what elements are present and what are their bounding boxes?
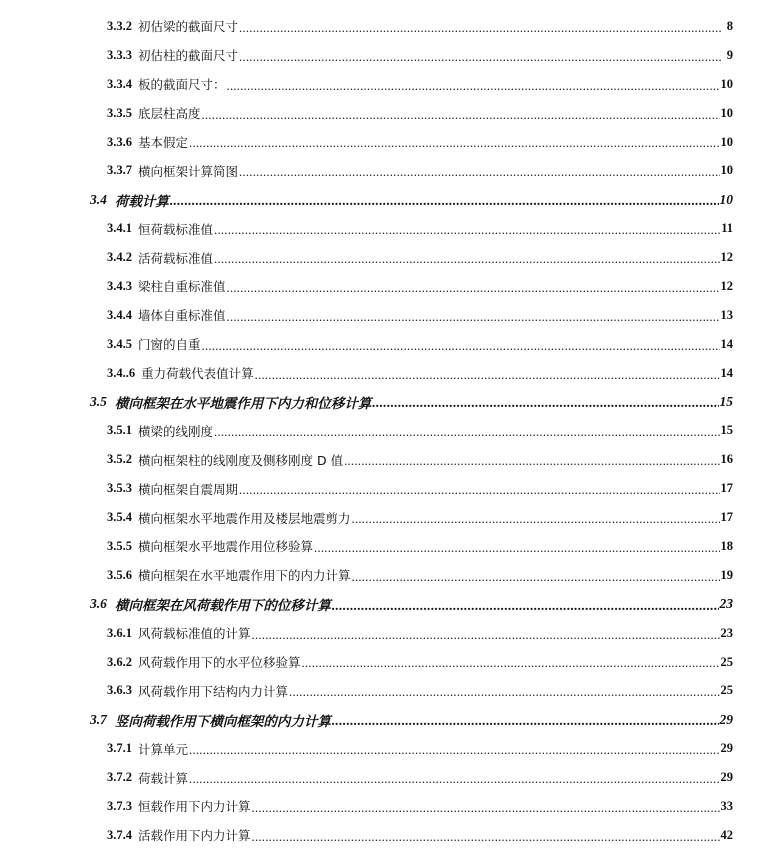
toc-entry-title: 重力荷载代表值计算 bbox=[141, 366, 254, 382]
toc-page-number: 23 bbox=[719, 596, 733, 612]
toc-dot-leader bbox=[239, 167, 719, 185]
toc-page-number: 12 bbox=[720, 278, 733, 293]
toc-entry-number: 3.3.2 bbox=[107, 18, 132, 33]
toc-entry-number: 3.6.3 bbox=[107, 683, 132, 698]
toc-page-number: 10 bbox=[720, 105, 733, 120]
toc-page-number: 15 bbox=[720, 423, 733, 438]
toc-dot-leader bbox=[239, 52, 722, 70]
toc-entry-title: 横向框架在风荷载作用下的位移计算 bbox=[114, 598, 331, 615]
toc-entry-title: 梁柱自重标准值 bbox=[138, 279, 226, 295]
toc-page-number: 33 bbox=[720, 798, 733, 813]
toc-entry-number: 3.4.4 bbox=[107, 307, 132, 322]
toc-entry-title: 活荷载标准值 bbox=[138, 250, 214, 266]
toc-entry-title: 门窗的自重 bbox=[138, 337, 201, 353]
toc-subsection-entry[interactable] bbox=[0, 648, 780, 677]
toc-entry-number: 3.5.3 bbox=[107, 481, 132, 496]
toc-dot-leader bbox=[227, 312, 720, 330]
toc-entry-number: 3.3.3 bbox=[107, 47, 132, 62]
toc-page-number: 17 bbox=[720, 481, 733, 496]
toc-subsection-entry[interactable] bbox=[0, 734, 780, 763]
toc-dot-leader bbox=[189, 745, 719, 763]
toc-subsection-entry[interactable] bbox=[0, 676, 780, 705]
toc-entry-title: 横向框架在水平地震作用下的内力计算 bbox=[138, 568, 351, 584]
toc-entry-title: 板的截面尺寸： bbox=[138, 77, 226, 93]
toc-entry-number: 3.5 bbox=[90, 394, 107, 410]
toc-subsection-entry[interactable] bbox=[0, 330, 780, 359]
toc-entry-title: 墙体自重标准值 bbox=[138, 308, 226, 324]
toc-page-number: 17 bbox=[720, 510, 733, 525]
toc-entry-title: 荷载计算 bbox=[138, 770, 189, 786]
toc-dot-leader bbox=[289, 687, 719, 705]
toc-subsection-entry[interactable] bbox=[0, 156, 780, 185]
toc-dot-leader bbox=[372, 398, 718, 416]
toc-subsection-entry[interactable] bbox=[0, 532, 780, 561]
toc-dot-leader bbox=[214, 225, 720, 243]
toc-entry-number: 3.3.6 bbox=[107, 134, 132, 149]
toc-dot-leader bbox=[227, 283, 720, 301]
toc-dot-leader bbox=[352, 514, 720, 532]
toc-dot-leader bbox=[189, 138, 719, 156]
toc-entry-title: 基本假定 bbox=[138, 135, 189, 150]
toc-entry-title: 横向框架自震周期 bbox=[138, 481, 239, 497]
toc-dot-leader bbox=[302, 658, 720, 676]
toc-entry-title: 底层柱高度 bbox=[138, 106, 201, 122]
toc-entry-title: 竖向荷载作用下横向框架的内力计算 bbox=[114, 713, 331, 730]
toc-page-number: 11 bbox=[721, 221, 733, 236]
toc-entry-number: 3.3.5 bbox=[107, 105, 132, 120]
toc-page-number: 10 bbox=[719, 191, 733, 207]
toc-subsection-entry[interactable] bbox=[0, 70, 780, 99]
toc-dot-leader bbox=[189, 774, 719, 792]
toc-dot-leader bbox=[255, 370, 720, 388]
toc-entry-number: 3.7.4 bbox=[107, 827, 132, 842]
toc-entry-number: 3.6 bbox=[90, 596, 107, 612]
toc-page-number: 16 bbox=[720, 452, 733, 467]
toc-entry-title: 恒载作用下内力计算 bbox=[138, 799, 251, 815]
toc-page-number: 8 bbox=[726, 18, 733, 33]
toc-dot-leader bbox=[252, 832, 720, 850]
toc-entry-number: 3.5.1 bbox=[107, 423, 132, 438]
toc-page-number: 29 bbox=[720, 741, 733, 756]
toc-dot-leader bbox=[202, 110, 720, 128]
toc-dot-leader bbox=[352, 572, 720, 590]
toc-dot-leader bbox=[314, 543, 719, 561]
toc-page-number: 14 bbox=[720, 336, 733, 351]
toc-page-number: 10 bbox=[720, 134, 733, 149]
toc-entry-number: 3.5.2 bbox=[107, 452, 132, 467]
table-of-contents bbox=[0, 12, 780, 850]
toc-dot-leader bbox=[239, 23, 722, 41]
toc-entry-number: 3.6.2 bbox=[107, 654, 132, 669]
toc-entry-number: 3.4..6 bbox=[107, 365, 136, 380]
toc-page-number: 9 bbox=[726, 47, 733, 62]
toc-entry-title: 横向框架柱的线刚度及侧移刚度 D 值 bbox=[138, 452, 344, 468]
toc-section-entry[interactable] bbox=[0, 388, 780, 417]
toc-subsection-entry[interactable] bbox=[0, 243, 780, 272]
toc-subsection-entry[interactable] bbox=[0, 99, 780, 128]
toc-page-number: 29 bbox=[719, 711, 733, 727]
toc-subsection-entry[interactable] bbox=[0, 474, 780, 503]
toc-dot-leader bbox=[170, 196, 719, 214]
toc-entry-number: 3.4 bbox=[90, 191, 107, 207]
toc-entry-number: 3.4.2 bbox=[107, 250, 132, 265]
toc-subsection-entry[interactable] bbox=[0, 128, 780, 157]
toc-dot-leader bbox=[214, 254, 719, 272]
toc-subsection-entry[interactable] bbox=[0, 763, 780, 792]
toc-dot-leader bbox=[332, 601, 719, 619]
toc-page-number: 13 bbox=[720, 307, 733, 322]
toc-section-entry[interactable] bbox=[0, 590, 780, 619]
toc-dot-leader bbox=[344, 456, 719, 474]
toc-entry-title: 横向框架水平地震作用位移验算 bbox=[138, 539, 314, 555]
toc-subsection-entry[interactable] bbox=[0, 503, 780, 532]
toc-entry-number: 3.7.2 bbox=[107, 770, 132, 785]
toc-subsection-entry[interactable] bbox=[0, 12, 780, 41]
toc-entry-number: 3.6.1 bbox=[107, 625, 132, 640]
toc-page-number: 14 bbox=[720, 365, 733, 380]
toc-entry-number: 3.3.4 bbox=[107, 76, 132, 91]
toc-dot-leader bbox=[252, 803, 720, 821]
toc-page-number: 42 bbox=[720, 827, 733, 842]
toc-page-number: 18 bbox=[720, 538, 733, 553]
toc-entry-title: 计算单元 bbox=[138, 741, 189, 757]
toc-page-number: 25 bbox=[720, 654, 733, 669]
toc-subsection-entry[interactable] bbox=[0, 821, 780, 850]
toc-entry-title: 初估柱的截面尺寸 bbox=[138, 48, 239, 64]
toc-page-number: 23 bbox=[720, 625, 733, 640]
toc-entry-title: 初估梁的截面尺寸 bbox=[138, 19, 239, 35]
toc-dot-leader bbox=[202, 341, 720, 359]
toc-subsection-entry[interactable] bbox=[0, 272, 780, 301]
toc-entry-number: 3.4.3 bbox=[107, 278, 132, 293]
toc-entry-number: 3.3.7 bbox=[107, 163, 132, 178]
toc-page-number: 10 bbox=[720, 76, 733, 91]
toc-entry-title: 横向框架计算简图 bbox=[138, 163, 239, 179]
toc-entry-title: 荷载计算 bbox=[114, 193, 169, 210]
toc-entry-number: 3.4.1 bbox=[107, 221, 132, 236]
toc-subsection-entry[interactable] bbox=[0, 416, 780, 445]
toc-entry-number: 3.7 bbox=[90, 711, 107, 727]
toc-entry-title: 横梁的线刚度 bbox=[138, 423, 214, 439]
toc-dot-leader bbox=[252, 630, 720, 648]
toc-dot-leader bbox=[214, 427, 719, 445]
toc-subsection-entry[interactable] bbox=[0, 214, 780, 243]
toc-entry-title: 风荷载作用下结构内力计算 bbox=[138, 683, 289, 699]
toc-dot-leader bbox=[227, 81, 720, 99]
toc-section-entry[interactable] bbox=[0, 185, 780, 214]
toc-section-entry[interactable] bbox=[0, 705, 780, 734]
toc-subsection-entry[interactable] bbox=[0, 792, 780, 821]
toc-entry-number: 3.7.1 bbox=[107, 741, 132, 756]
toc-subsection-entry[interactable] bbox=[0, 561, 780, 590]
toc-entry-title: 横向框架水平地震作用及楼层地震剪力 bbox=[138, 510, 351, 526]
toc-page-number: 10 bbox=[720, 163, 733, 178]
toc-page-number: 19 bbox=[720, 567, 733, 582]
toc-entry-number: 3.4.5 bbox=[107, 336, 132, 351]
toc-page-number: 12 bbox=[720, 250, 733, 265]
toc-entry-number: 3.5.4 bbox=[107, 510, 132, 525]
toc-entry-title: 恒荷载标准值 bbox=[138, 221, 214, 237]
toc-page-number: 25 bbox=[720, 683, 733, 698]
toc-subsection-entry[interactable] bbox=[0, 445, 780, 474]
toc-page-number: 15 bbox=[719, 394, 733, 410]
toc-page-number: 29 bbox=[720, 770, 733, 785]
toc-entry-number: 3.5.5 bbox=[107, 538, 132, 553]
toc-subsection-entry[interactable] bbox=[0, 359, 780, 388]
toc-entry-number: 3.7.3 bbox=[107, 798, 132, 813]
toc-subsection-entry[interactable] bbox=[0, 619, 780, 648]
toc-subsection-entry[interactable] bbox=[0, 301, 780, 330]
toc-entry-title: 风荷载标准值的计算 bbox=[138, 626, 251, 642]
toc-entry-title: 风荷载作用下的水平位移验算 bbox=[138, 655, 301, 671]
toc-dot-leader bbox=[332, 716, 719, 734]
toc-subsection-entry[interactable] bbox=[0, 41, 780, 70]
toc-entry-number: 3.5.6 bbox=[107, 567, 132, 582]
toc-dot-leader bbox=[239, 485, 719, 503]
toc-entry-title: 活载作用下内力计算 bbox=[138, 828, 251, 844]
toc-entry-title: 横向框架在水平地震作用下内力和位移计算 bbox=[114, 396, 372, 413]
